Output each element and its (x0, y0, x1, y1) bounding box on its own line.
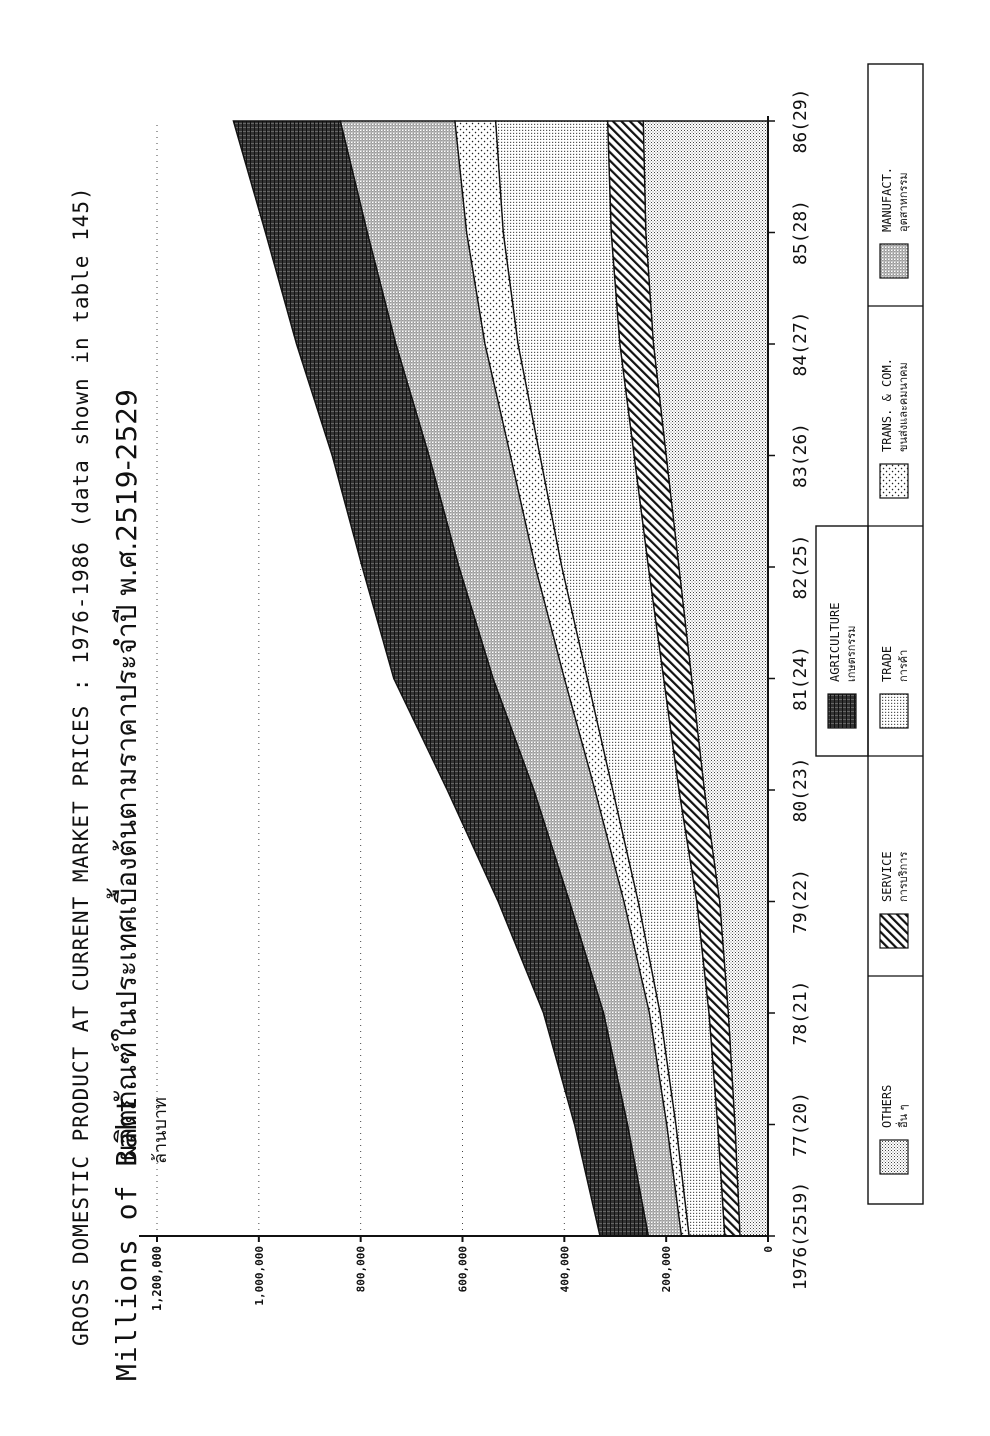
legend-label-manufact: MANUFACT. (880, 166, 894, 232)
x-tick-label: 79(22) (790, 868, 811, 935)
x-tick-label: 85(28) (790, 199, 811, 266)
y-tick-label: 1,200,000 (150, 1246, 164, 1312)
legend-label-others: OTHERS (880, 1084, 894, 1128)
chart-title-th: ผลิตภัณฑ์ในประเทศเบื้องต้นตามราคาประจำปี พ.ศ.2519-2529 (110, 389, 143, 1161)
y-tick-label: 1,000,000 (252, 1246, 266, 1306)
x-tick-label: 80(23) (790, 757, 811, 823)
x-tick-label: 77(20) (790, 1091, 811, 1158)
legend-label-service: SERVICE (880, 851, 894, 902)
legend-label-th-trans: ขนส่งและคมนาคม (897, 362, 910, 452)
legend-label-trade: TRADE (880, 645, 894, 682)
legend-label-agri: AGRICULTURE (828, 602, 842, 682)
y-tick-label: 400,000 (558, 1246, 572, 1293)
legend-label-th-others: อื่น ๆ (897, 1104, 910, 1128)
chart-frame (69, 186, 171, 1381)
x-tick-label: 82(25) (790, 534, 811, 600)
x-tick-label: 86(29) (790, 88, 811, 154)
legend-label-th-trade: การค้า (897, 649, 910, 682)
legend-swatch-trade (880, 694, 908, 728)
legend-label-th-manufact: อุตสาหกรรม (897, 172, 910, 232)
legend-label-trans: TRANS. & COM. (880, 358, 894, 452)
x-tick-label: 81(24) (790, 645, 811, 712)
y-tick-label: 600,000 (456, 1246, 470, 1293)
y-tick-label: 0 (762, 1246, 775, 1253)
legend-swatch-others (880, 1140, 908, 1174)
y-axis-label-en: Millions of Baht (110, 1095, 143, 1381)
legend-swatch-service (880, 914, 908, 948)
x-tick-label: 78(21) (790, 980, 811, 1046)
legend-swatch-trans (880, 464, 908, 498)
y-axis-label-th: ล้านบาท (150, 1097, 171, 1164)
x-tick-label: 1976(2519) (790, 1181, 811, 1291)
legend-box (868, 64, 923, 1204)
y-tick-label: 800,000 (354, 1246, 368, 1293)
y-tick-label: 200,000 (660, 1246, 674, 1293)
legend-swatch-agri (828, 694, 856, 728)
legend-label-th-service: การบริการ (897, 851, 910, 902)
x-tick-label: 83(26) (790, 422, 811, 489)
stacked-areas (233, 121, 768, 1236)
chart-title-en: GROSS DOMESTIC PRODUCT AT CURRENT MARKET PRICES : 1976-1986 (data shown in table 145) (69, 186, 93, 1346)
legend (816, 64, 923, 1204)
legend-label-th-agri: เกษตรกรรม (845, 625, 858, 682)
legend-swatch-manufact (880, 244, 908, 278)
x-tick-label: 84(27) (790, 311, 811, 377)
